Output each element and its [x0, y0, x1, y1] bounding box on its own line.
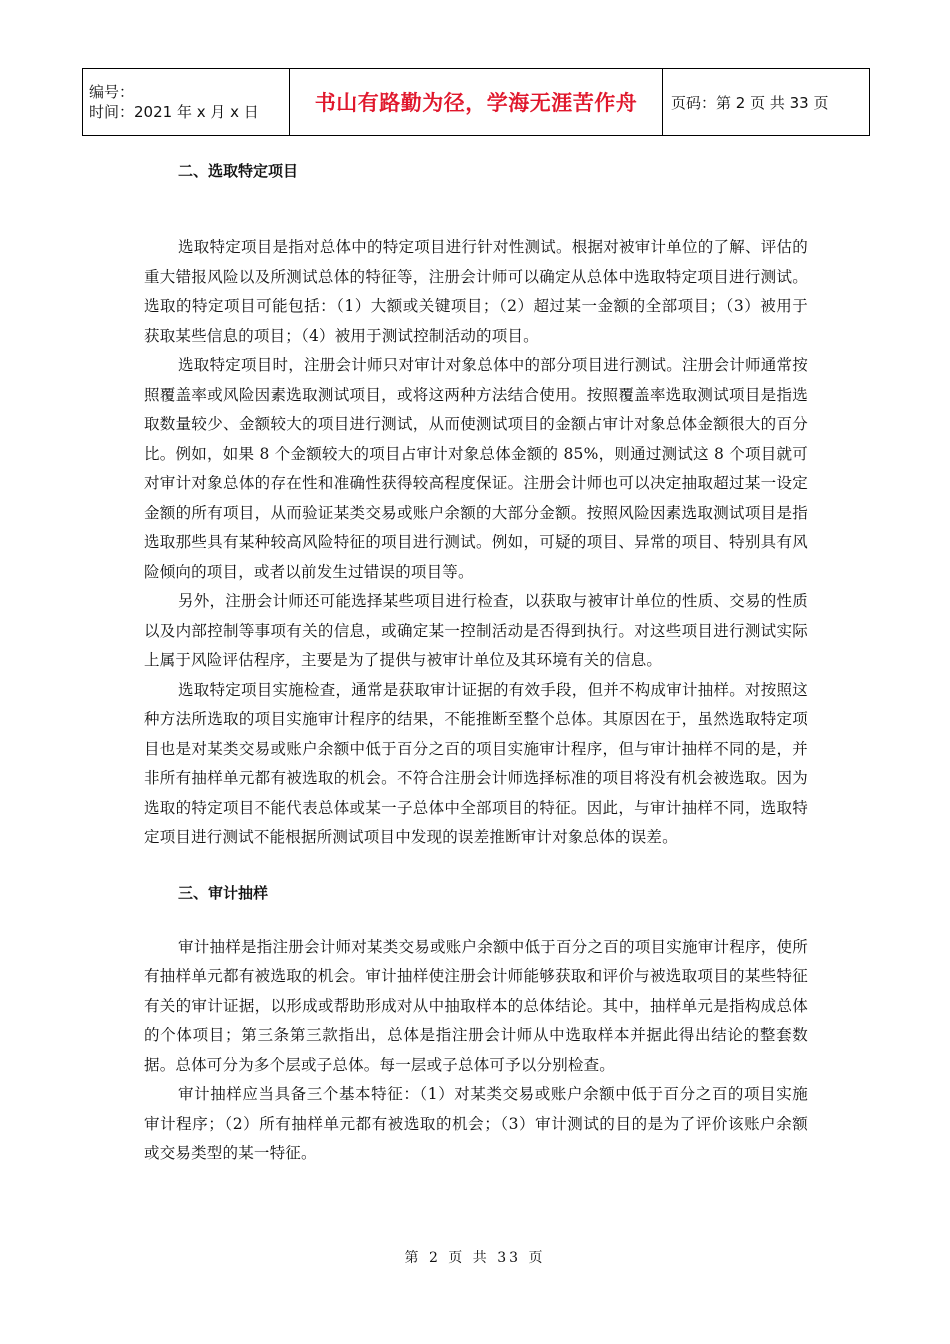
document-body — [144, 150, 808, 1169]
paragraph: 另外，注册会计师还可能选择某些项目进行检查，以获取与被审计单位的性质、交易的性质以及内部控制等事项有关的信息，或确定某一控制活动是否得到执行。对这些项目进行测试实际上属于风险评估程序，主要是为了提供与被审计单位及其环境有关的信息。 — [144, 592, 808, 669]
paragraph: 选取特定项目实施检查，通常是获取审计证据的有效手段，但并不构成审计抽样。对按照这种方法所选取的项目实施审计程序的结果，不能推断至整个总体。其原因在于，虽然选取特定项目也是对某类交易或账户余额中低于百分之百的项目实施审计程序，但与审计抽样不同的是，并非所有抽样单元都有被选取的机会。不符合注册会计师选择标准的项目将没有机会被选取。因为选取的特定项目不能代表总体或某一子总体中全部项目的特征。因此，与审计抽样不同，选取特定项目进行测试不能根据所测试项目中发现的误差推断审计对象总体的误差。 — [144, 680, 808, 846]
section-title: 二、选取特定项目 — [178, 162, 299, 180]
section-title: 三、审计抽样 — [178, 883, 269, 902]
motto: 书山有路勤为径，学海无涯苦作舟 — [314, 91, 638, 115]
header-meta — [83, 69, 290, 136]
page-footer: 第 2 页 共 33 页 — [404, 1250, 546, 1266]
number-label: 编号： — [89, 83, 135, 101]
paragraph: 审计抽样应当具备三个基本特征：（1）对某类交易或账户余额中低于百分之百的项目实施审计程序；（2）所有抽样单元都有被选取的机会；（3）审计测试的目的是为了评价该账户余额或交易类型的某一特征。 — [144, 1085, 808, 1162]
date-label: 时间：2021 年 x 月 x 日 — [89, 103, 259, 121]
header-motto-cell — [290, 69, 663, 136]
paragraph: 选取特定项目时，注册会计师只对审计对象总体中的部分项目进行测试。注册会计师通常按照覆盖率或风险因素选取测试项目，或将这两种方法结合使用。按照覆盖率选取测试项目是指选取数量较少、金额较大的项目进行测试，从而使测试项目的金额占审计对象总体金额很大的百分比。例如，如果 8 个金额较大的项目占审计对象总体金额的 85%，则通过测试这 8 个项目就可对审计对象总体的存在性和准确性获得较高程度保证。注册会计师也可以决定抽取超过某一设定金额的所有项目，从而验证某类交易或账户余额的大部分金额。按照风险因素选取测试项目是指选取那些具有某种较高风险特征的项目进行测试。例如，可疑的项目、异常的项目、特别具有风险倾向的项目，或者以前发生过错误的项目等。 — [144, 356, 808, 581]
page-info: 页码：第 2 页 共 33 页 — [663, 69, 870, 136]
page-header — [82, 68, 870, 136]
paragraph: 选取特定项目是指对总体中的特定项目进行针对性测试。根据对被审计单位的了解、评估的重大错报风险以及所测试总体的特征等，注册会计师可以确定从总体中选取特定项目进行测试。选取的特定项目可能包括：（1）大额或关键项目；（2）超过某一金额的全部项目；（3）被用于获取某些信息的项目；（4）被用于测试控制活动的项目。 — [144, 238, 808, 345]
paragraph: 审计抽样是指注册会计师对某类交易或账户余额中低于百分之百的项目实施审计程序，使所有抽样单元都有被选取的机会。审计抽样使注册会计师能够获取和评价与被选取项目的某些特征有关的审计证据，以形成或帮助形成对从中抽取样本的总体结论。其中，抽样单元是指构成总体的个体项目；第三条第三款指出，总体是指注册会计师从中选取样本并据此得出结论的整套数据。总体可分为多个层或子总体。每一层或子总体可予以分别检查。 — [144, 937, 808, 1074]
